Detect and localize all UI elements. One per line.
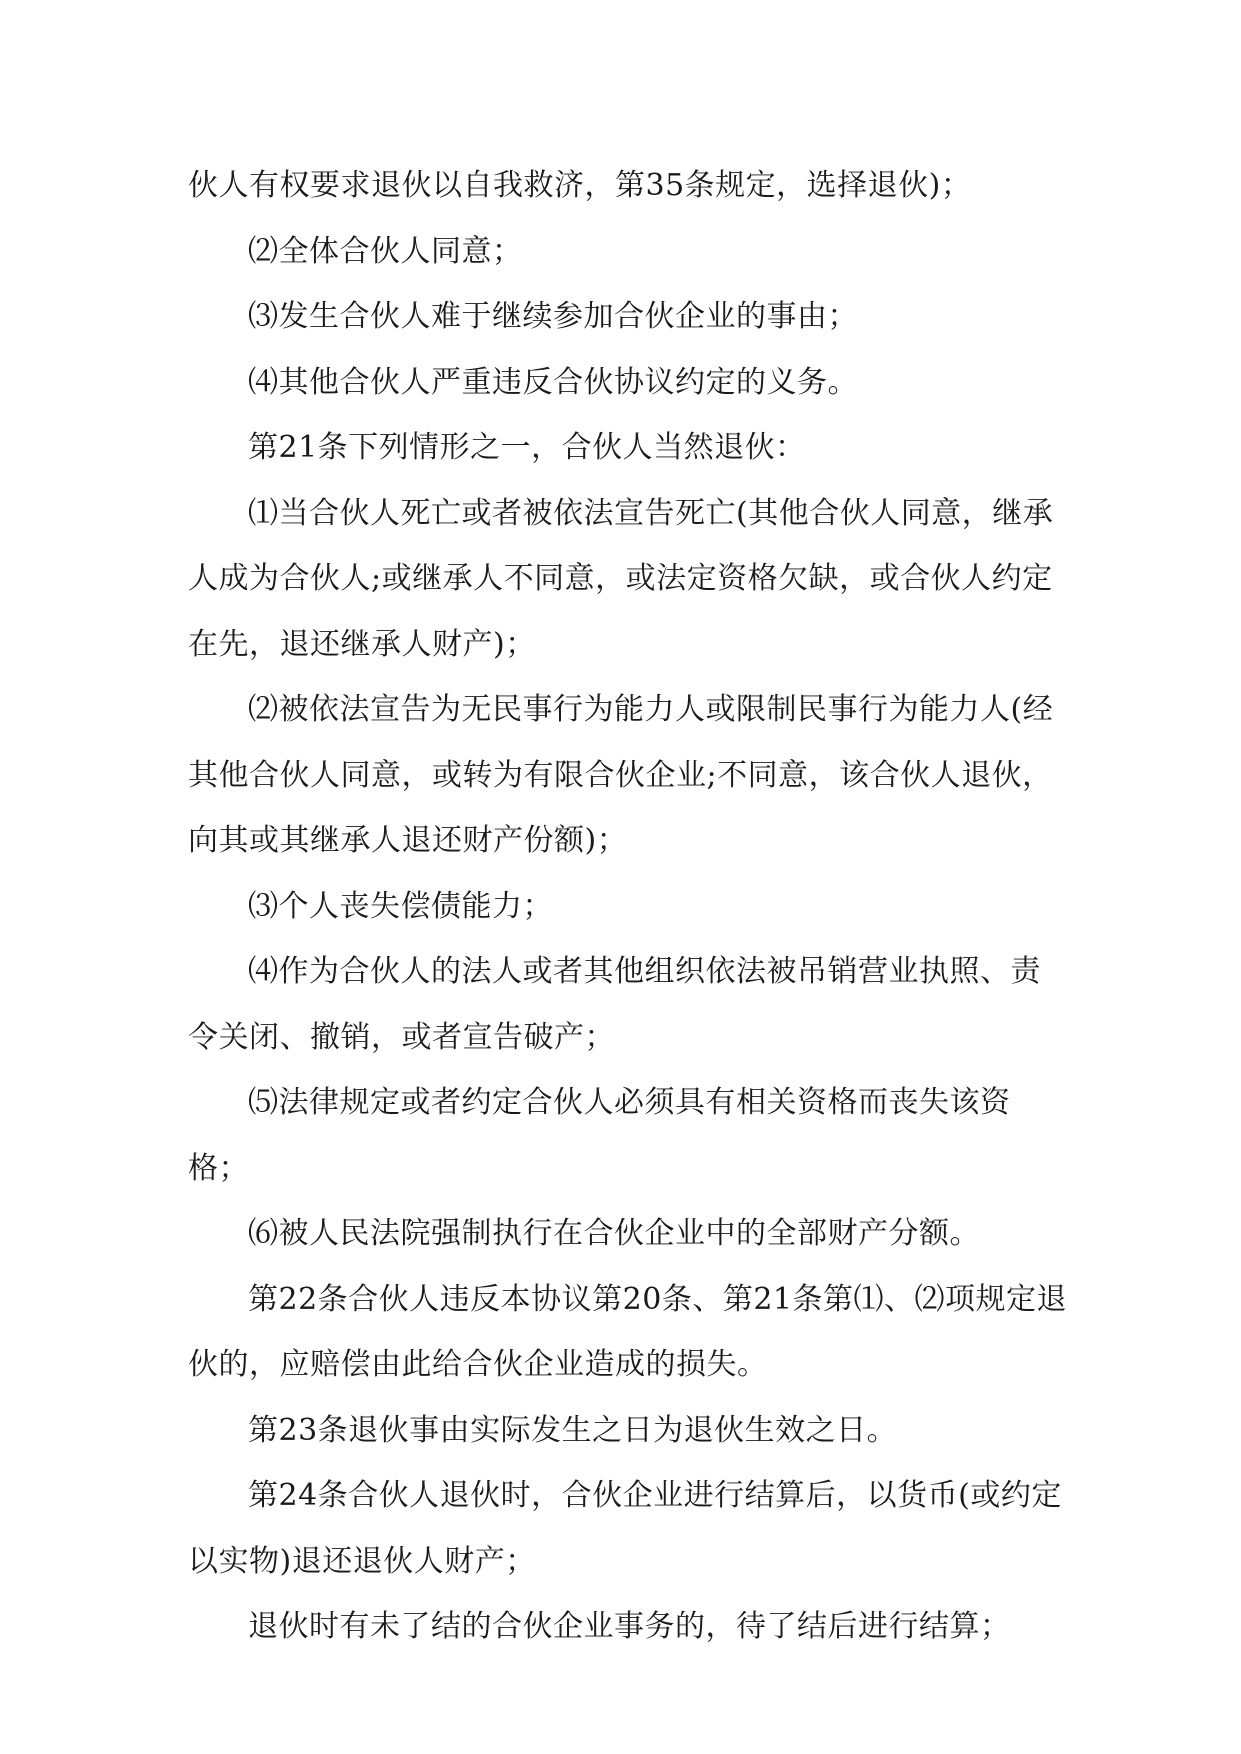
paragraph-article-23: 第23条退伙事由实际发生之日为退伙生效之日。 bbox=[248, 1412, 898, 1448]
paragraph-item: 退伙时有未了结的合伙企业事务的，待了结后进行结算； bbox=[248, 1609, 1011, 1644]
paragraph-item: ⑸法律规定或者约定合伙人必须具有相关资格而丧失该资格； bbox=[188, 1085, 1011, 1186]
paragraph-item: ⑶发生合伙人难于继续参加合伙企业的事由； bbox=[248, 299, 858, 334]
paragraph-article-24: 第24条合伙人退伙时，合伙企业进行结算后，以货币(或约定以实物)退还退伙人财产； bbox=[188, 1478, 1062, 1579]
paragraph-item: ⑵被依法宣告为无民事行为能力人或限制民事行为能力人(经其他合伙人同意，或转为有限合伙企业;不同意，该合伙人退伙，向其或其继承人退还财产份额)； bbox=[188, 692, 1054, 858]
paragraph-article-21: 第21条下列情形之一，合伙人当然退伙： bbox=[248, 430, 806, 465]
paragraph-article-22: 第22条合伙人违反本协议第20条、第21条第⑴、⑵项规定退伙的，应赔偿由此给合伙企业造成的损失。 bbox=[188, 1281, 1068, 1382]
paragraph-item: ⑷其他合伙人严重违反合伙协议约定的义务。 bbox=[248, 364, 858, 400]
paragraph-item: ⑶个人丧失偿债能力； bbox=[248, 888, 553, 924]
document-body bbox=[188, 153, 1068, 1660]
paragraph-item: ⑷作为合伙人的法人或者其他组织依法被吊销营业执照、责令关闭、撤销，或者宣告破产； bbox=[188, 954, 1041, 1055]
paragraph-item: ⑹被人民法院强制执行在合伙企业中的全部财产分额。 bbox=[248, 1216, 980, 1251]
paragraph-item: ⑴当合伙人死亡或者被依法宣告死亡(其他合伙人同意，继承人成为合伙人;或继承人不同意，或法定资格欠缺，或合伙人约定在先，退还继承人财产)； bbox=[188, 495, 1054, 662]
paragraph-item: ⑵全体合伙人同意； bbox=[248, 233, 523, 269]
paragraph-continuation: 伙人有权要求退伙以自我救济，第35条规定，选择退伙)； bbox=[188, 168, 972, 203]
